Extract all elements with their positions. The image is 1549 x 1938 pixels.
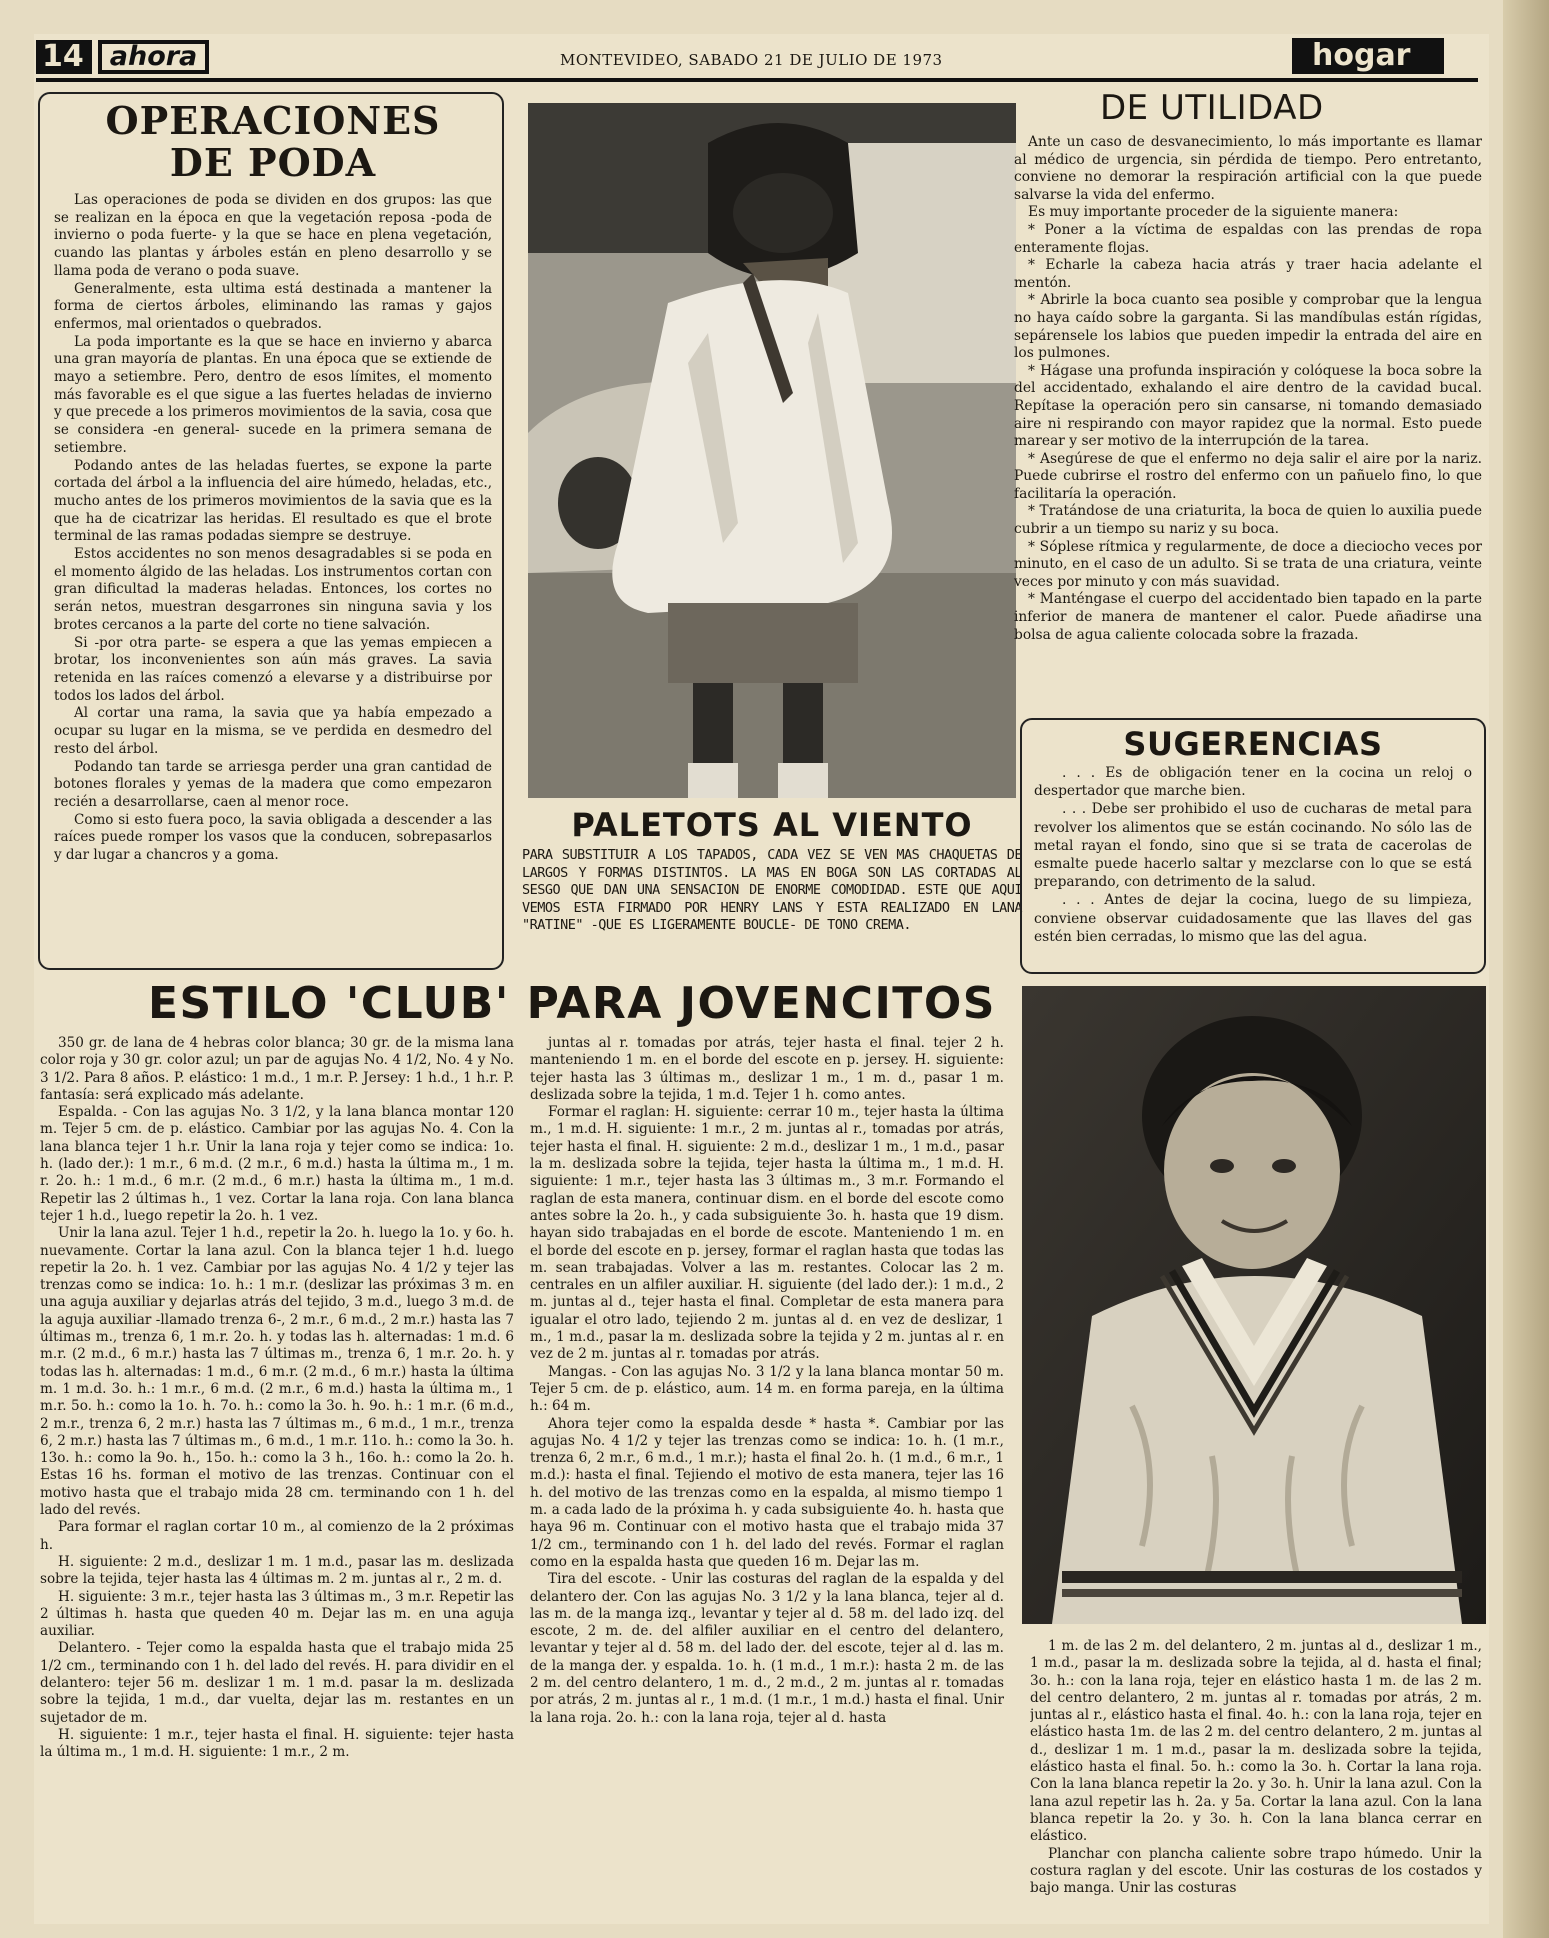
sugerencias-body <box>1034 764 1472 946</box>
dateline: MONTEVIDEO, SABADO 21 DE JULIO DE 1973 <box>560 51 943 69</box>
poda-headline <box>54 100 492 184</box>
club-paragraph: juntas al r. tomadas por atrás, tejer hasta el final. tejer 2 h. manteniendo 1 m. en el borde del escote en p. jersey. H. siguiente: tejer hasta las 3 últimas m., deslizar 1 m., 1 m. d., pasar 1 m. deslizada sobre la tejida, 1 m.d. Tejer 1 h. como antes. <box>530 1035 1004 1103</box>
poda-paragraph: Podando antes de las heladas fuertes, se expone la parte cortada del árbol a la influencia del aire húmedo, heladas, etc., mucho antes de los primeros movimientos de la savia que es la que ha de cicatrizar las heridas. El resultado es que el brote terminal de las ramas podadas siempre se destruye. <box>54 457 492 545</box>
club-paragraph: Para formar el raglan cortar 10 m., al comienzo de la 2 próximas h. <box>40 1519 514 1553</box>
club-paragraph: 1 m. de las 2 m. del delantero, 2 m. juntas al d., deslizar 1 m., 1 m.d., pasar la m. deslizada sobre la tejida, al d. hasta el final; 3o. h.: con la lana roja, tejer en elástico hasta 1 m. de las 2 m. del centro delantero, 2 m. juntas al r. tomadas por atrás, 2 m. juntas al r., elástico hasta el final. 4o. h.: con la lana roja, tejer en elástico hasta 1m. de las 2 m. del centro delantero, 2 m. juntas al d., deslizar 1 m. 1 m.d., pasar la m. deslizada sobre la tejida, elástico hasta el final. 5o. h.: como la 3o. h. Cortar la lana roja. Con la lana blanca repetir la 2o. y 3o. h. Unir la lana azul. Con la lana azul repetir las h. 2a. y 5a. Cortar la lana azul. Con la lana blanca repetir la 2o. y 3o. h. Con la lana blanca cerrar en elástico. <box>1030 1638 1482 1845</box>
page-edge <box>1503 0 1549 1938</box>
section-tag: hogar <box>1292 38 1444 74</box>
poda-headline-line1: OPERACIONES <box>105 98 441 143</box>
coat-photo-illustration <box>528 103 1016 798</box>
club-paragraph: H. siguiente: 1 m.r., tejer hasta el final. H. siguiente: tejer hasta la última m., 1 m.d. H. siguiente: 1 m.r., 2 m. <box>40 1726 514 1761</box>
club-paragraph: Planchar con plancha caliente sobre trapo húmedo. Unir la costura raglan y del escote. Unir las costuras de los costados y bajo manga. Unir las costuras <box>1030 1845 1482 1897</box>
club-paragraph: Tira del escote. - Unir las costuras del raglan de la espalda y del delantero der. Con las agujas No. 3 1/2 y la lana blanca, tejer al d. las m. de la manga izq., levantar y tejer al d. 58 m. del lado izq. del escote, 2 m. de. del alfiler auxiliar en el centro del delantero, levantar y tejer al d. 58 m. del lado der. del escote, tejer al d. las m. de la manga der. y espalda. 1o. h. (1 m.d., 1 m.r.): hasta 2 m. de las 2 m. del centro delantero, 1 m. d., 2 m.d., 2 m. juntas al r. tomadas por atrás, 2 m. juntas al r., 1 m.d. (1 m.r., 1 m.d.) hasta el final. Unir la lana roja. 2o. h.: con la lana roja, tejer al d. hasta <box>530 1571 1004 1726</box>
poda-paragraph: Generalmente, esta ultima está destinada a mantener la forma de ciertos árboles, eliminando las ramas y gajos enfermos, mal orientados o quebrados. <box>54 280 492 332</box>
utilidad-paragraph: * Poner a la víctima de espaldas con las prendas de ropa enteramente flojas. <box>1014 221 1482 256</box>
club-column-3 <box>1030 1638 1482 1923</box>
masthead <box>36 40 209 74</box>
club-paragraph: H. siguiente: 2 m.d., deslizar 1 m. 1 m.d., pasar las m. deslizada sobre la tejida, tejer hasta las 4 últimas m. 2 m. juntas al r., 2 m. d. <box>40 1553 514 1588</box>
poda-paragraph: Podando tan tarde se arriesga perder una gran cantidad de botones florales y yemas de la madera que como empezaron recién a desarrollarse, caen al menor roce. <box>54 758 492 810</box>
utilidad-paragraph: * Sóplese rítmica y regularmente, de doce a dieciocho veces por minuto, en el caso de un adulto. Si se trata de una criatura, veinte veces por minuto y con más suavidad. <box>1014 538 1482 590</box>
sugerencias-paragraph: . . . Antes de dejar la cocina, luego de su limpieza, conviene observar cuidadosamente que las llaves del gas estén bien cerradas, lo mismo que las del agua. <box>1034 892 1472 945</box>
club-paragraph: Ahora tejer como la espalda desde * hasta *. Cambiar por las agujas No. 4 1/2 y tejer las trenzas como se indica: 1o. h. (1 m.r., trenza 6, 2 m.r., 6 m.d., 1 m.r.); hasta el final 2o. h. (1 m.d., 6 m.r., 1 m.d.): hasta el final. Tejiendo el motivo de esta manera, tejer las 16 h. del motivo de las trenzas como en la espalda, al mismo tiempo 1 m. a cada lado de la próxima h. y cada subsiguiente 4o. h. hasta que haya 96 m. Continuar con el motivo hasta que el trabajo mida 37 1/2 cm., terminando con 1 h. del lado del revés. Formar el raglan como en la espalda hasta que queden 16 m. Dejar las m. <box>530 1415 1004 1570</box>
poda-headline-line2: DE PODA <box>169 140 377 185</box>
poda-paragraph: La poda importante es la que se hace en invierno y abarca una gran mayoría de plantas. En una época que se extiende de mayo a setiembre. Pero, dentro de esos límites, el momento más favorable es el que sigue a las fuertes heladas de invierno y que precede a los primeros movimientos de la savia, cosa que se considera -en general- sucede en la primera semana de setiembre. <box>54 333 492 456</box>
sugerencias-paragraph: . . . Debe ser prohibido el uso de cucharas de metal para revolver los alimentos que se están cocinando. No sólo las de metal rayan el fondo, sino que si se trata de cacerolas de esmalte puede hacerlo saltar y mezclarse con lo que se está preparando, con detrimento de la salud. <box>1034 801 1472 891</box>
club-paragraph: Formar el raglan: H. siguiente: cerrar 10 m., tejer hasta la última m., 1 m.d. H. siguiente: 1 m.r., 2 m. juntas al r., tomadas por atrás, tejer hasta el final. H. siguiente: 2 m.d., deslizar 1 m., 1 m.d., pasar la m. deslizada sobre la tejida, tejer hasta la última m., 1 m.d. H. siguiente: 1 m.r., tejer hasta las 3 últimas m., 3 m.r. Formando el raglan de esta manera, continuar dism. en el borde del escote como antes sobre la 2o. h., y cada subsiguiente 3o. h. hasta que 19 dism. hayan sido trabajadas en el borde de escote. Manteniendo 1 m. en el borde del escote en p. jersey, formar el raglan hasta que todas las m. sean trabajadas. Volver a las m. restantes. Colocar las 2 m. centrales en un alfiler auxiliar. H. siguiente (del lado der.): 1 m.d., 2 m. juntas al d., tejer hasta el final. Completar de esta manera para igualar el otro lado, tejiendo 2 m. juntas al d. en vez de deslizar, 1 m., 1 m.d., pasar la m. deslizada sobre la tejida y 2 m. juntas al r. en vez de 2 m. juntas al r. tomadas por atrás. <box>530 1104 1004 1363</box>
sweater-photo-illustration <box>1022 986 1486 1624</box>
poda-paragraph: Al cortar una rama, la savia que ya había empezado a ocupar su lugar en la misma, se ve perdida en desmedro del resto del árbol. <box>54 705 492 757</box>
utilidad-paragraph: * Asegúrese de que el enfermo no deja salir el aire por la nariz. Puede cubrirse el rostro del enfermo con un pañuelo fino, lo que facilitaría la operación. <box>1014 450 1482 502</box>
publication-logo: ahora <box>98 40 210 74</box>
club-paragraph: Delantero. - Tejer como la espalda hasta que el trabajo mida 25 1/2 cm., terminando con 1 h. del lado del revés. H. para dividir en el delantero: tejer 56 m. deslizar 1 m. 1 m.d. pasar la m. deslizada sobre la tejida, 1 m.d., dar vuelta, dejar las m. restantes en un sujetador de m. <box>40 1640 514 1726</box>
sugerencias-paragraph: . . . Es de obligación tener en la cocina un reloj o despertador que marche bien. <box>1034 765 1472 800</box>
poda-paragraph: Estos accidentes no son menos desagradables si se poda en el momento álgido de las heladas. Los instrumentos cortan con gran dificultad la maderas heladas. Entonces, los cortes no serán netos, muestran desgarrones sin ninguna savia y los brotes cercanos a la parte del corte no tiene salvación. <box>54 546 492 633</box>
poda-article <box>38 92 504 970</box>
header-rule <box>36 78 1478 82</box>
club-paragraph: H. siguiente: 3 m.r., tejer hasta las 3 últimas m., 3 m.r. Repetir las 2 últimas h. hasta que queden 40 m. Dejar las m. en una aguja auxiliar. <box>40 1588 514 1640</box>
utilidad-paragraph: * Echarle la cabeza hacia atrás y traer hacia adelante el mentón. <box>1014 257 1482 291</box>
club-column-2 <box>530 1035 1004 1920</box>
paletots-headline: PALETOTS AL VIENTO <box>571 806 973 844</box>
utilidad-paragraph: Ante un caso de desvanecimiento, lo más importante es llamar al médico de urgencia, sin pérdida de tiempo. Pero entretanto, conviene no demorar la respiración artificial con la que puede salvarse la vida del enfermo. <box>1014 134 1482 203</box>
poda-paragraph: Como si esto fuera poco, la savia obligada a descender a las raíces puede romper los vasos que la conducen, sobrepasarlos y dar lugar a chancros y a goma. <box>54 811 492 864</box>
club-paragraph: Espalda. - Con las agujas No. 3 1/2, y la lana blanca montar 120 m. Tejer 5 cm. de p. elástico. Cambiar por las agujas No. 4. Con la lana blanca tejer 1 h.r. Unir la lana roja y tejer como se indica: 1o. h. (lado der.): 1 m.r., 6 m.d. (2 m.r., 6 m.d.) hasta la última m., 1 m. r. 2o. h.: 1 m.d., 6 m.r. (2 m.d., 6 m.r.) hasta la última m., 1 m.d. Repetir las 2 últimas h., 1 vez. Cortar la lana roja. Con lana blanca tejer 1 h.d., luego repetir la 2o. h. 1 vez. <box>40 1104 514 1224</box>
club-column-1 <box>40 1035 514 1920</box>
utilidad-paragraph: Es muy importante proceder de la siguiente manera: <box>1028 204 1399 221</box>
club-paragraph: 350 gr. de lana de 4 hebras color blanca; 30 gr. de la misma lana color roja y 30 gr. color azul; un par de agujas No. 4 1/2, No. 4 y No. 3 1/2. Para 8 años. P. elástico: 1 m.d., 1 m.r. P. Jersey: 1 h.d., 1 h.r. P. fantasía: será explicado más adelante. <box>40 1035 514 1103</box>
poda-body <box>54 192 492 865</box>
page-number: 14 <box>36 40 92 74</box>
utilidad-paragraph: * Hágase una profunda inspiración y colóquese la boca sobre la del accidentado, exhalando el aire dentro de la cavidad bucal. Repítase la operación pero sin cansarse, ni tomando demasiado aire ni respirando con mayor rapidez que la normal. Esto puede marear y ser motivo de la interrupción de la tarea. <box>1014 362 1482 450</box>
coat-photo <box>528 103 1016 798</box>
utilidad-body <box>1014 134 1482 644</box>
club-paragraph: Unir la lana azul. Tejer 1 h.d., repetir la 2o. h. luego la 1o. y 6o. h. nuevamente. Cortar la lana azul. Con la blanca tejer 1 h.d. luego repetir la 2o. h. 1 vez. Cambiar por las agujas No. 4 1/2 y tejer las trenzas como se indica: 1o. h.: 1 m.r. (deslizar las próximas 3 m. en una aguja auxiliar y dejarlas atrás del tejido, 3 m.d., luego 3 m.d. de la aguja auxiliar -llamado trenza 6-, 2 m.r., 6 m.d., 2 m.r.) hasta las 7 últimas m., trenza 6, 1 m.r. 2o. h. y todas las h. alternadas: 1 m.d. 6 m.r. (2 m.d., 6 m.r.) hasta las 7 últimas m., trenza 6, 1 m.r. 2o. h. y todas las h. alternadas: 1 m.d., 6 m.r. (2 m.d., 6 m.r.) hasta la última m. 1 m.d. 3o. h.: 1 m.r., 6 m.d. (2 m.r., 6 m.d.) hasta la última m., 1 m.r. 5o. h.: como la 1o. h. 7o. h.: como la 3o. h. 9o. h.: 1 m.r. (6 m.d., 2 m.r., trenza 6, 2 m.r.) hasta las 7 últimas m., 6 m.d., 1 m.r., trenza 6, 2 m.r.) hasta las 7 últimas m., 6 m.d., 1 m.r. 11o. h.: como la 3o. h. 13o. h.: como la 9o. h., 15o. h.: como la 3 h., 16o. h.: como la 2o. h. Estas 16 hs. forman el motivo de las trenzas. Continuar con el motivo hasta que el trabajo mida 28 cm. terminando con 1 h. del lado del revés. <box>40 1225 514 1519</box>
utilidad-paragraph: * Tratándose de una criaturita, la boca de quien lo auxilia puede cubrir a un tiempo su nariz y su boca. <box>1014 503 1482 538</box>
club-paragraph: Mangas. - Con las agujas No. 3 1/2 y la lana blanca montar 50 m. Tejer 5 cm. de p. elástico, aum. 14 m. en forma pareja, en la última h.: 64 m. <box>530 1363 1004 1415</box>
sweater-photo <box>1022 986 1486 1624</box>
utilidad-headline: DE UTILIDAD <box>1100 88 1324 128</box>
sugerencias-box <box>1020 718 1486 974</box>
poda-paragraph: Las operaciones de poda se dividen en dos grupos: las que se realizan en la época en que la vegetación reposa -poda de invierno o poda fuerte- y la que se hace en plena vegetación, cuando las plantas y árboles están en pleno desarrollo y se llama poda de verano o poda suave. <box>54 192 492 279</box>
paletots-caption: PARA SUBSTITUIR A LOS TAPADOS, CADA VEZ SE VEN MAS CHAQUETAS DE LARGOS Y FORMAS DISTINTOS. LA MAS EN BOGA SON LAS CORTADAS AL SESGO QUE DAN UNA SENSACION DE ENORME COMODIDAD. ESTE QUE AQUI VEMOS ESTA FIRMADO POR HENRY LANS Y ESTA REALIZADO EN LANA "RATINE" -QUE ES LIGERAMENTE BOUCLE- DE TONO CREMA. <box>522 847 1022 933</box>
club-headline: ESTILO 'CLUB' PARA JOVENCITOS <box>148 978 996 1029</box>
poda-paragraph: Si -por otra parte- se espera a que las yemas empiecen a brotar, los inconvenientes son aún más graves. La savia retenida en las raíces comenzó a elevarse y a distribuirse por todos los lados del árbol. <box>54 634 492 704</box>
utilidad-paragraph: * Manténgase el cuerpo del accidentado bien tapado en la parte inferior de manera de mantener el calor. Puede añadirse una bolsa de agua caliente colocada sobre la frazada. <box>1014 591 1482 643</box>
utilidad-paragraph: * Abrirle la boca cuanto sea posible y comprobar que la lengua no haya caído sobre la garganta. Si las mandíbulas están rígidas, sepárensele los labios que pueden impedir la entrada del aire en los pulmones. <box>1014 292 1482 362</box>
sugerencias-headline: SUGERENCIAS <box>1123 725 1383 763</box>
